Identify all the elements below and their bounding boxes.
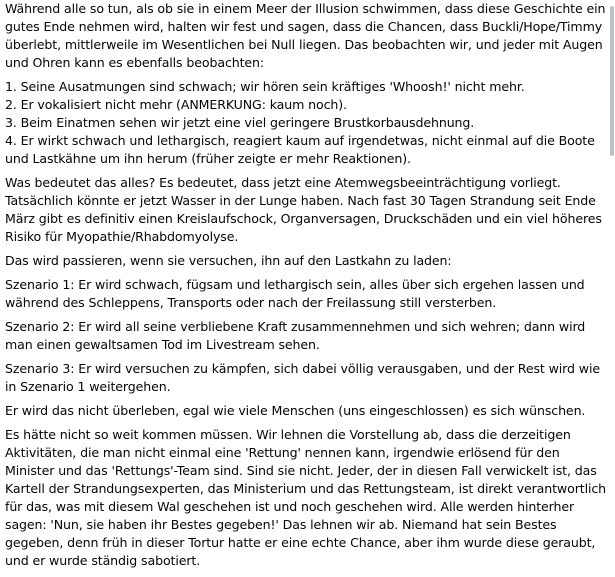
- observation-item-2: 2. Er vokalisiert nicht mehr (ANMERKUNG: kaum noch).: [5, 97, 347, 112]
- what-will-happen-paragraph: Das wird passieren, wenn sie versuchen, ihn auf den Lastkahn zu laden:: [5, 253, 452, 268]
- post-body: [5, 0, 612, 576]
- scenario-2-paragraph: Szenario 2: Er wird all seine verbliebene Kraft zusammennehmen und sich wehren; dann wird man einen gewaltsamen Tod im Livestream sehen.: [5, 319, 586, 352]
- meaning-paragraph: Was bedeutet das alles? Es bedeutet, dass jetzt eine Atemwegsbeeinträchtigung vorliegt. Tatsächlich könnte er jetzt Wasser in der Lunge haben. Nach fast 30 Tagen Strandung seit Ende März gibt es definitiv einen Kreislaufschock, Organversagen, Druckschäden und ein viel höheres Risiko für Myopathie/Rhabdomyolyse.: [5, 175, 602, 244]
- survival-paragraph: Er wird das nicht überleben, egal wie viele Menschen (uns eingeschlossen) es sich wünschen.: [5, 403, 586, 418]
- scrollbar[interactable]: [610, 6, 614, 156]
- observation-item-3: 3. Beim Einatmen sehen wir jetzt eine viel geringere Brustkorbausdehnung.: [5, 115, 475, 130]
- scenario-1-paragraph: Szenario 1: Er wird schwach, fügsam und lethargisch sein, alles über sich ergehen lassen und während des Schleppens, Transports oder nach der Freilassung still versterben.: [5, 277, 585, 310]
- intro-paragraph: Während alle so tun, als ob sie in einem Meer der Illusion schwimmen, dass diese Geschichte ein gutes Ende nehmen wird, halten wir fest und sagen, dass die Chancen, dass Buckli/Hope/Timmy überlebt, mittlerweile im Wesentlichen bei Null liegen. Das beobachten wir, und jeder mit Augen und Ohren kann es ebenfalls beobachten:: [5, 1, 606, 70]
- scenario-3-paragraph: Szenario 3: Er wird versuchen zu kämpfen, sich dabei völlig verausgaben, und der Rest wird wie in Szenario 1 weitergehen.: [5, 361, 600, 394]
- observation-item-1: 1. Seine Ausatmungen sind schwach; wir hören sein kräftiges 'Whoosh!' nicht mehr.: [5, 79, 525, 94]
- observation-item-4: 4. Er wirkt schwach und lethargisch, reagiert kaum auf irgendetwas, nicht einmal auf die Boote und Lastkähne um ihn herum (früher zeigte er mehr Reaktionen).: [5, 133, 595, 166]
- conclusion-paragraph: Es hätte nicht so weit kommen müssen. Wir lehnen die Vorstellung ab, dass die derzeitigen Aktivitäten, die man nicht einmal eine 'Rettung' nennen kann, irgendwie erlösend für den Minister und das 'Rettungs'-Team sind. Sind sie nicht. Jeder, der in diesen Fall verwickelt ist, das Kartell der Strandungsexperten, das Ministerium und das Rettungsteam, ist direkt verantwortlich für das, was mit diesem Wal geschehen ist und noch geschehen wird. Alle werden hinterher sagen: 'Nun, sie haben ihr Bestes gegeben!' Das lehnen wir ab. Niemand hat sein Bestes gegeben, denn früh in dieser Tortur hatte er eine echte Chance, aber ihm wurde diese geraubt, und er wurde ständig sabotiert.: [5, 427, 606, 568]
